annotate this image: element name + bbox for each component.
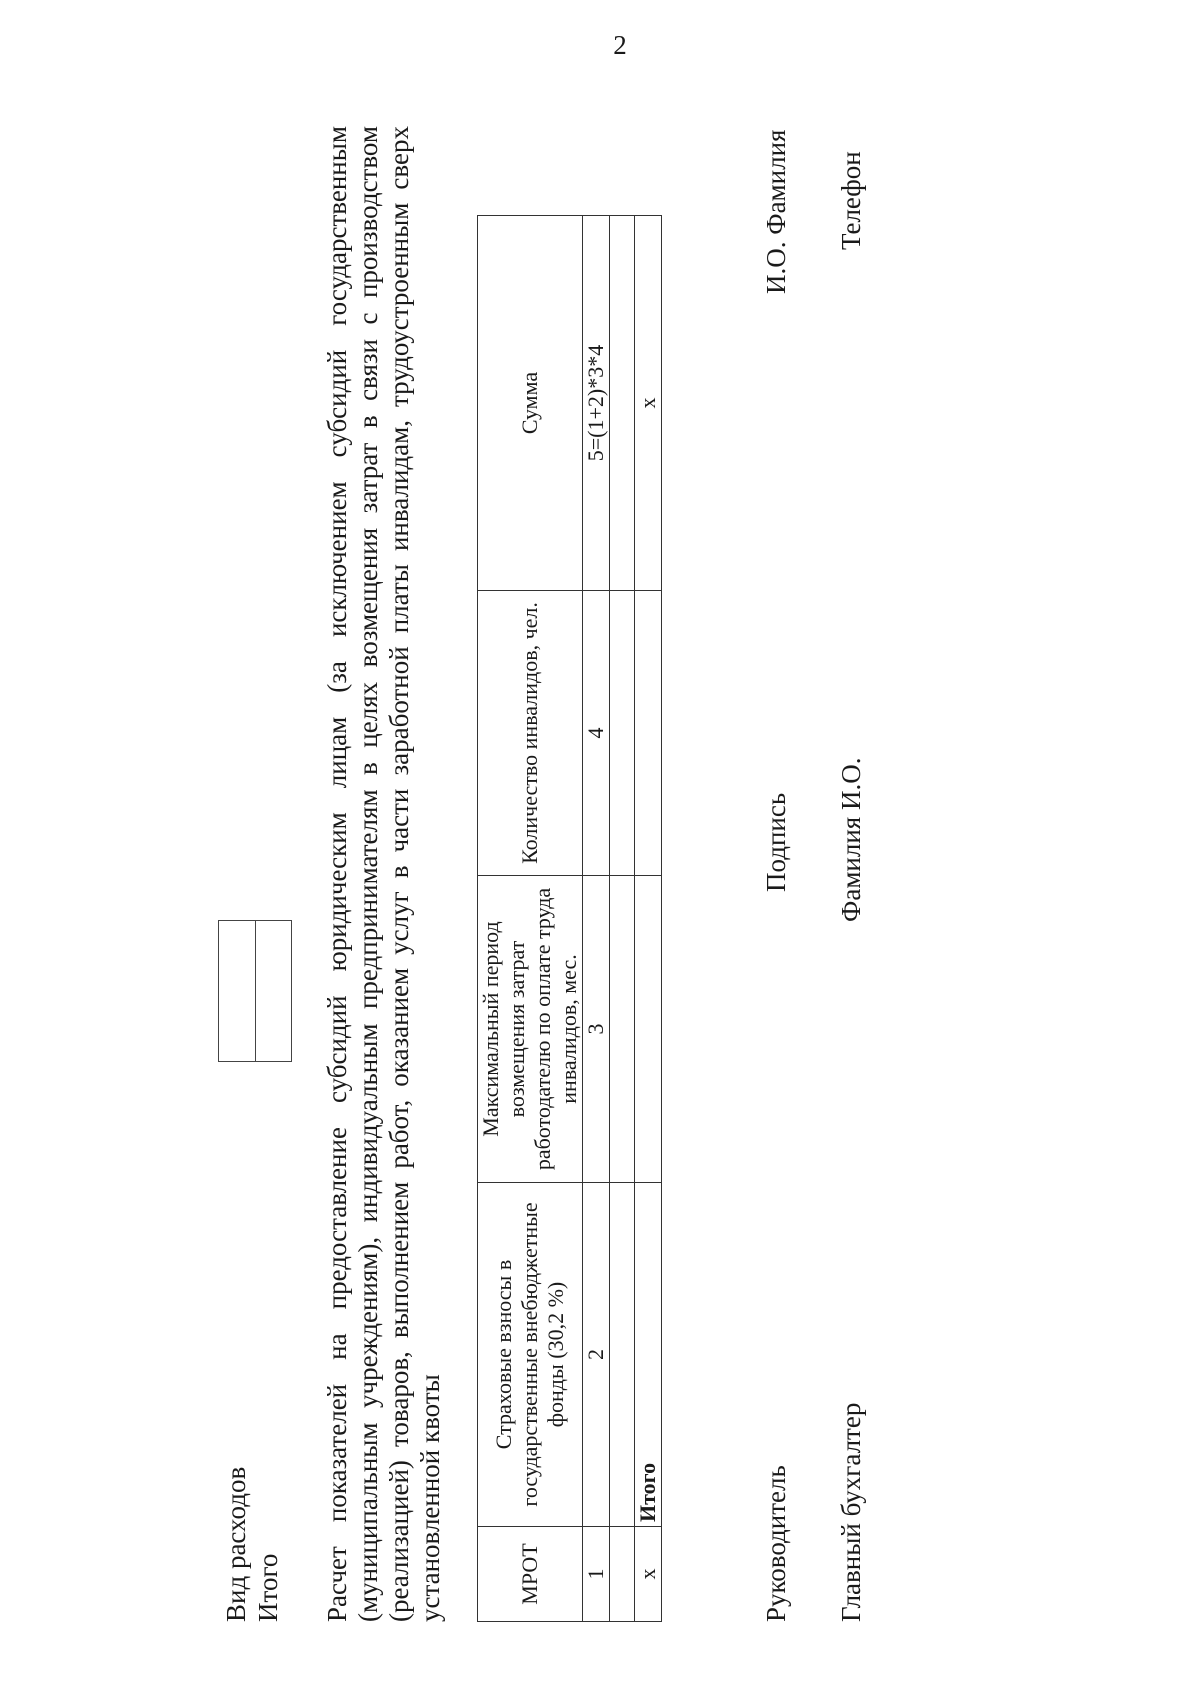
empty-cell: [610, 216, 635, 591]
head-title: Руководитель: [761, 1465, 791, 1622]
table-header-row: [478, 216, 583, 1622]
total-row-x: х: [635, 1527, 662, 1622]
col-number-2: 2: [583, 1183, 610, 1527]
header-insurance: Страховые взносы в государственные внебюджетные фонды (30,2 %): [478, 1183, 583, 1527]
col-number-3: 3: [583, 876, 610, 1183]
total-row-label: Итого: [635, 1183, 662, 1527]
col-number-5: 5=(1+2)*3*4: [583, 216, 610, 591]
signature-label: Подпись: [761, 792, 791, 892]
header-mrot: МРОТ: [478, 1527, 583, 1622]
accountant-title: Главный бухгалтер: [836, 1402, 866, 1622]
rotated-landscape-content: [220, 92, 880, 1622]
empty-cell: [610, 876, 635, 1183]
table-empty-row: [610, 216, 635, 1622]
empty-cell: [610, 591, 635, 876]
empty-cell: [610, 1527, 635, 1622]
header-count: Количество инвалидов, чел.: [478, 591, 583, 876]
expense-type-label: Вид расходов: [221, 1466, 251, 1622]
header-sum: Сумма: [478, 216, 583, 591]
empty-cell: [635, 591, 662, 876]
total-label: Итого: [253, 1553, 283, 1622]
empty-cell: [635, 876, 662, 1183]
col-number-1: 1: [583, 1527, 610, 1622]
header-period: Максимальный период возмещения затрат работодателю по оплате труда инвалидов, мес.: [478, 876, 583, 1183]
page-number: 2: [613, 30, 627, 60]
table-total-row: [635, 216, 662, 1622]
accountant-name: Фамилия И.О.: [836, 757, 866, 922]
total-row-sum-x: х: [635, 216, 662, 591]
col-number-4: 4: [583, 591, 610, 876]
head-name: И.О. Фамилия: [761, 129, 791, 294]
calculation-table: [477, 215, 662, 1622]
table-number-row: [583, 216, 610, 1622]
empty-cell: [610, 1183, 635, 1527]
phone-label: Телефон: [836, 151, 866, 250]
calculation-description: Расчет показателей на предоставление субсидий юридическим лицам (за исключением субсидий государственным (муниципальным учреждениям), индивидуальным предпринимателям в целях возмещения затрат в связи с производством (реализацией) товаров, выполнением работ, оказанием услуг в части заработной платы инвалидам, трудоустроенным сверх установленной квоты: [322, 126, 445, 1622]
expense-total-box: [218, 920, 292, 1062]
